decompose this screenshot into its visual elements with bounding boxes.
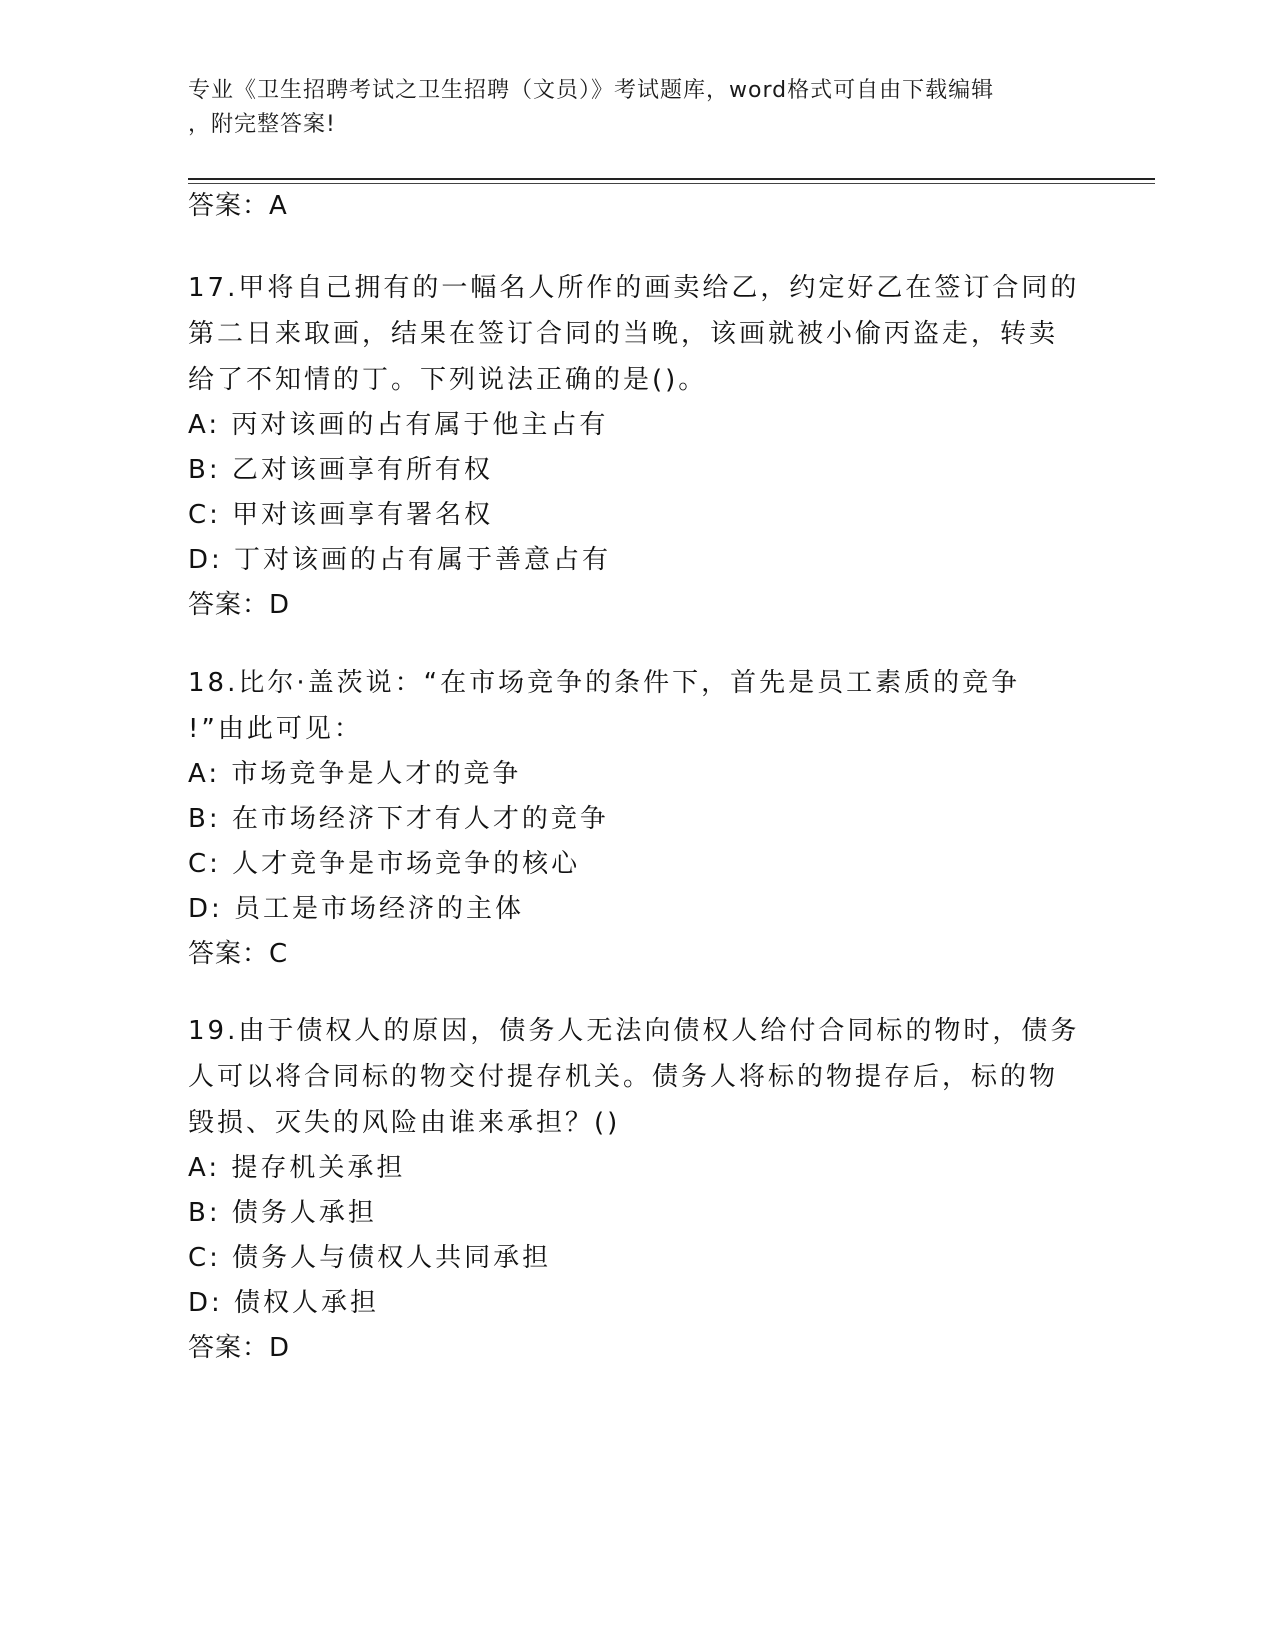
option-d: D: 债权人承担 — [188, 1288, 380, 1318]
option-b: B: 乙对该画享有所有权 — [188, 455, 493, 485]
header-line-2: ，附完整答案! — [188, 112, 336, 137]
option-a: A: 市场竞争是人才的竞争 — [188, 759, 522, 789]
question-17 — [188, 265, 1088, 625]
question-stem-line: 第二日来取画，结果在签订合同的当晚，该画就被小偷丙盗走，转卖 — [188, 319, 1059, 349]
answer-label: 答案：D — [188, 590, 291, 620]
option-a: A: 提存机关承担 — [188, 1153, 406, 1183]
question-19 — [188, 1008, 1088, 1368]
header-rule-thick — [188, 178, 1155, 180]
answer-label: 答案：D — [188, 1333, 291, 1363]
option-c: C: 债务人与债权人共同承担 — [188, 1243, 552, 1273]
question-18 — [188, 660, 1088, 974]
question-stem-line: 19.由于债权人的原因，债务人无法向债权人给付合同标的物时，债务 — [188, 1016, 1080, 1046]
option-a: A: 丙对该画的占有属于他主占有 — [188, 410, 609, 440]
question-stem-line: !”由此可见： — [188, 714, 363, 744]
option-c: C: 甲对该画享有署名权 — [188, 500, 494, 530]
option-c: C: 人才竞争是市场竞争的核心 — [188, 849, 581, 879]
question-stem-line: 17.甲将自己拥有的一幅名人所作的画卖给乙，约定好乙在签订合同的 — [188, 273, 1080, 303]
page-header — [188, 74, 1068, 142]
option-b: B: 在市场经济下才有人才的竞争 — [188, 804, 609, 834]
answer-label: 答案：C — [188, 939, 289, 969]
option-d: D: 丁对该画的占有属于善意占有 — [188, 545, 612, 575]
prev-answer: 答案：A — [188, 191, 288, 221]
question-stem-line: 人可以将合同标的物交付提存机关。债务人将标的物提存后，标的物 — [188, 1062, 1059, 1092]
header-rule-thin — [188, 183, 1155, 184]
header-line-1: 专业《卫生招聘考试之卫生招聘（文员）》考试题库，word格式可自由下载编辑 — [188, 78, 995, 103]
question-stem-line: 毁损、灭失的风险由谁来承担？() — [188, 1108, 621, 1138]
option-b: B: 债务人承担 — [188, 1198, 377, 1228]
option-d: D: 员工是市场经济的主体 — [188, 894, 525, 924]
question-stem-line: 18.比尔·盖茨说：“在市场竞争的条件下，首先是员工素质的竞争 — [188, 668, 1021, 698]
question-stem-line: 给了不知情的丁。下列说法正确的是()。 — [188, 365, 708, 395]
